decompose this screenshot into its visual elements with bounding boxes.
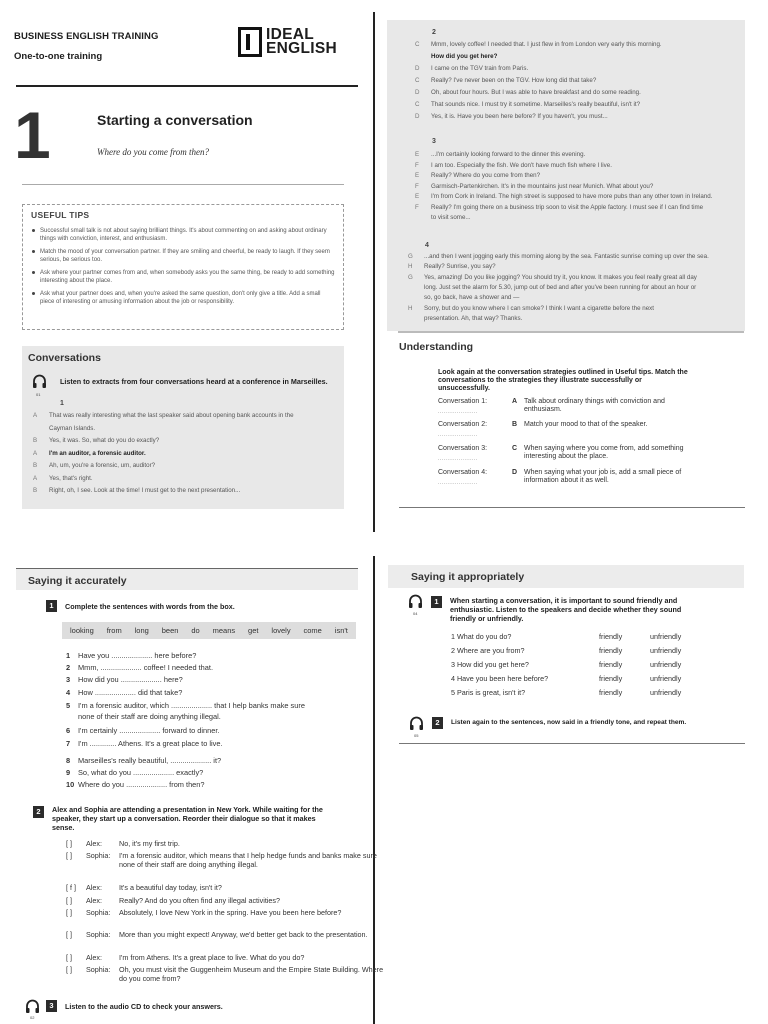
conversation-label: Conversation 3:	[438, 445, 488, 452]
conversation-line	[33, 425, 363, 433]
friendly-item	[451, 660, 711, 670]
sentence-text: Mmm, .................... coffee! I needed that.	[78, 663, 214, 672]
strategy-letter: A	[512, 398, 518, 405]
line-text: Right, oh, I see. Look at the time! I must get to the next presentation...	[49, 487, 241, 494]
line-text: Yes, amazing! Do you like jogging? You should try it, you know. It makes you feel really great all day	[424, 273, 697, 281]
dialogue-line	[66, 851, 377, 871]
dialogue-line	[66, 930, 368, 950]
conversation-line	[415, 77, 745, 85]
sentence-item	[66, 712, 356, 722]
word-box	[62, 622, 356, 639]
dialogue-line	[66, 965, 384, 985]
speaker-label: H	[408, 304, 413, 312]
conversation-number: 2	[432, 29, 436, 36]
question-text: 4 Have you been here before?	[451, 674, 549, 683]
word-box-item: come	[303, 626, 322, 635]
line-text: Really? Sunrise, you say?	[424, 263, 496, 271]
exercise-instruction: Listen to the audio CD to check your answers.	[65, 1002, 223, 1011]
line-text: Yes, it was. So, what do you do exactly?	[49, 437, 160, 444]
sentence-text: Where do you .................... from then?	[78, 780, 205, 789]
conversation-line	[408, 315, 738, 323]
tip-item: Match the mood of your conversation partner. If they are smiling and cheerful, be ready to laugh. If they seem serious, be serious too.	[31, 248, 335, 264]
brand-logo	[238, 26, 337, 58]
speaker-label: G	[408, 253, 413, 260]
unit-number: 1	[14, 98, 51, 172]
sentence-item	[66, 701, 356, 711]
exercise-instruction: Listen again to the sentences, now said in a friendly tone, and repeat them.	[451, 719, 687, 726]
sentence-item	[66, 780, 356, 790]
line-text: Mmm, lovely coffee! I needed that. I just flew in from London very early this morning.	[431, 41, 662, 48]
strategy-letter: B	[512, 421, 518, 428]
speaker-name: Sophia:	[86, 930, 111, 939]
word-box-item: from	[106, 626, 122, 635]
strategy-text: Match your mood to that of the speaker.	[524, 421, 648, 428]
speaker-label: C	[415, 101, 420, 108]
track-number: 01	[36, 392, 41, 397]
unit-rule	[22, 184, 344, 185]
speaker-label: A	[33, 449, 38, 457]
sentence-item	[66, 756, 356, 766]
conversation-line	[33, 487, 363, 495]
exercise-number-badge: 1	[431, 596, 442, 608]
sentence-text: Marseilles's really beautiful, .................... it?	[78, 756, 222, 765]
exercise-number-badge: 1	[46, 600, 57, 612]
conversation-line	[415, 193, 745, 201]
sentence-number: 1	[66, 651, 71, 660]
headphones-icon[interactable]	[32, 374, 47, 390]
conversation-line	[415, 162, 745, 170]
unit-title: Starting a conversation	[97, 112, 253, 128]
sentence-text: I'm a forensic auditor, which .................... that I help banks make sure	[78, 701, 305, 710]
order-bracket[interactable]: [ ]	[66, 953, 72, 962]
header-rule	[16, 85, 358, 87]
exercise-instruction: When starting a conversation, it is important to sound friendly and enthusiastic. Listen to the speakers and decide whether they sound friendly or unfriendly.	[450, 596, 682, 623]
conversation-line	[415, 214, 745, 222]
speaker-label: D	[415, 113, 420, 120]
conversation-number: 4	[425, 242, 429, 249]
sentence-number: 3	[66, 675, 71, 684]
friendly-item	[451, 646, 711, 656]
line-text: I'm an auditor, a forensic auditor.	[49, 449, 146, 457]
question-text: 5 Paris is great, isn't it?	[451, 688, 526, 697]
order-bracket[interactable]: [ ]	[66, 839, 72, 848]
track-number: 04	[413, 611, 418, 616]
conversation-line	[33, 475, 363, 483]
conversations-heading: Conversations	[28, 352, 101, 364]
word-box-item: get	[248, 626, 259, 635]
line-text: to visit some...	[431, 214, 471, 221]
unfriendly-option[interactable]: unfriendly	[650, 632, 682, 641]
answer-blank[interactable]: .....................	[438, 456, 478, 462]
track-number: 02	[30, 1015, 35, 1020]
line-text: That sounds nice. I must try it sometime. Marseilles's really beautiful, isn't it?	[431, 101, 641, 108]
tip-item: Ask what your partner does and, when you're asked the same question, don't only give a title. Add a small piece of interesting or amusing information about the job or responsibility.	[31, 290, 335, 306]
line-text: That was really interesting what the last speaker said about opening bank accounts in the	[49, 412, 294, 419]
conversation-line	[408, 294, 738, 302]
section-rule	[16, 568, 358, 569]
word-box-item: isn't	[334, 626, 348, 635]
conversation-label: Conversation 1:	[438, 398, 488, 405]
word-box-item: means	[212, 626, 236, 635]
sentence-text: How .................... did that take?	[78, 688, 183, 697]
conversation-line	[415, 183, 745, 191]
logo-text: IDEAL ENGLISH	[266, 26, 337, 57]
conversation-line	[415, 101, 745, 109]
dialogue-text: It's a beautiful day today, isn't it?	[119, 883, 222, 892]
dialogue-text: Absolutely, I love New York in the spring. Have you been here before?	[119, 908, 342, 917]
understanding-top-rule	[398, 331, 744, 333]
logo-mark-icon	[238, 27, 262, 57]
unfriendly-option[interactable]: unfriendly	[650, 674, 682, 683]
conversation-number: 1	[60, 400, 64, 407]
answer-blank[interactable]: .....................	[438, 480, 478, 486]
course-subtitle: One-to-one training	[14, 51, 103, 62]
sentence-number: 6	[66, 726, 71, 735]
line-text: Really? I've never been on the TGV. How long did that take?	[431, 77, 597, 84]
order-bracket[interactable]: [ ]	[66, 930, 72, 939]
understanding-heading: Understanding	[399, 341, 474, 353]
strategy-text: When saying what your job is, add a small piece of information about it as well.	[524, 469, 682, 484]
order-bracket[interactable]: [ ]	[66, 851, 72, 860]
line-text: ...I'm certainly looking forward to the dinner this evening.	[431, 151, 586, 158]
sentence-text: I'm certainly .................... forward to dinner.	[78, 726, 220, 735]
section-bottom-rule	[399, 743, 745, 744]
speaker-label: B	[33, 487, 38, 494]
speaker-name: Alex:	[86, 896, 102, 905]
speaker-label: B	[33, 437, 38, 444]
conversation-label: Conversation 4:	[438, 469, 488, 476]
sentence-number: 8	[66, 756, 71, 765]
sentence-item	[66, 675, 356, 685]
sentence-item	[66, 688, 356, 698]
speaker-label: E	[415, 151, 420, 158]
course-title: BUSINESS ENGLISH TRAINING	[14, 31, 159, 42]
speaker-label: B	[33, 462, 38, 469]
saying-accurately-header	[16, 568, 358, 590]
conversations-continued-box	[387, 20, 745, 331]
sentence-text: So, what do you .................... exactly?	[78, 768, 204, 777]
strategy-text: When saying where you come from, add something interesting about the place.	[524, 445, 684, 460]
question-text: 1 What do you do?	[451, 632, 512, 641]
line-text: ...and then I went jogging early this morning along by the sea. Fantastic sunrise coming up over the sea.	[424, 253, 709, 260]
line-text: Ah, um, you're a forensic, um, auditor?	[49, 462, 156, 469]
speaker-label: D	[415, 89, 420, 96]
line-text: Really? I'm going there on a business trip soon to visit the Apple factory. I must see if I can find time	[431, 203, 704, 211]
speaker-label: F	[415, 203, 419, 211]
friendly-option[interactable]: friendly	[599, 646, 623, 655]
line-text: How did you get here?	[431, 53, 498, 60]
conversation-line	[33, 462, 363, 470]
answer-blank[interactable]: .....................	[438, 409, 478, 415]
dialogue-text: Really? And do you often find any illegal activities?	[119, 896, 281, 905]
question-text: 2 Where are you from?	[451, 646, 525, 655]
strategy-letter: C	[512, 445, 518, 452]
tip-item: Successful small talk is not about saying brilliant things. It's about commenting on and asking about ordinary things with conviction, interest, and enthusiasm.	[31, 227, 335, 243]
useful-tips-heading: USEFUL TIPS	[31, 210, 90, 220]
line-text: Really? Where do you come from then?	[431, 172, 541, 179]
dialogue-text: More than you might expect! Anyway, we'd better get back to the presentation.	[119, 930, 368, 939]
unfriendly-option[interactable]: unfriendly	[650, 688, 682, 697]
line-text: Oh, about four hours. But I was able to have breakfast and do some reading.	[431, 89, 641, 96]
conversation-line	[408, 274, 738, 282]
line-text: Cayman Islands.	[49, 424, 96, 432]
sentence-item	[66, 739, 356, 749]
saying-appropriately-header	[388, 565, 744, 588]
sentence-text: none of their staff are doing anything illegal.	[78, 712, 221, 721]
friendly-item	[451, 632, 711, 642]
unfriendly-option[interactable]: unfriendly	[650, 660, 682, 669]
line-text: I am too. Especially the fish. We don't have much fish where I live.	[431, 161, 612, 169]
exercise-instruction: Alex and Sophia are attending a presentation in New York. While waiting for the speaker, they start up a conversation. Reorder their dialogue so that it makes sense.	[52, 805, 323, 832]
sentence-item	[66, 651, 356, 661]
track-number: 05	[414, 733, 419, 738]
sentence-item	[66, 726, 356, 736]
order-bracket[interactable]: [ ]	[66, 896, 72, 905]
speaker-label: E	[415, 193, 420, 200]
dialogue-line	[66, 908, 356, 928]
saying-accurately-heading: Saying it accurately	[28, 575, 127, 587]
sentence-text: I'm ............. Athens. It's a great place to live.	[78, 739, 223, 748]
answer-blank[interactable]: .....................	[438, 432, 478, 438]
sentence-number: 5	[66, 701, 71, 710]
friendly-option[interactable]: friendly	[599, 688, 623, 697]
word-box-item: long	[134, 626, 149, 635]
headphones-icon[interactable]	[25, 999, 40, 1015]
line-text: Garmisch-Partenkirchen. It's in the mountains just near Munich. What about you?	[431, 182, 654, 190]
line-text: I'm from Cork in Ireland. The high street is supposed to have more pubs than any other town in Ireland.	[431, 193, 713, 200]
conversation-line	[415, 172, 745, 180]
conversation-line	[415, 89, 745, 97]
word-box-item: do	[191, 626, 200, 635]
line-text: Sorry, but do you know where I can smoke? I think I want a cigarette before the next	[424, 304, 654, 312]
word-box-item: been	[161, 626, 179, 635]
conversation-line	[408, 263, 738, 271]
saying-appropriately-heading: Saying it appropriately	[411, 571, 525, 583]
conversation-line	[408, 253, 738, 261]
conversation-line	[408, 305, 738, 313]
speaker-name: Sophia:	[86, 851, 111, 860]
sentence-number: 9	[66, 768, 71, 777]
word-box-item: looking	[70, 626, 94, 635]
line-text: I came on the TGV train from Paris.	[431, 65, 529, 72]
page-divider-top	[373, 12, 375, 532]
speaker-name: Alex:	[86, 839, 102, 848]
friendly-option[interactable]: friendly	[599, 660, 623, 669]
dialogue-text: Oh, you must visit the Guggenheim Museum and the Empire State Building. Where do you come from?	[119, 965, 384, 983]
conversation-line	[415, 41, 745, 49]
dialogue-text: I'm from Athens. It's a great place to live. What do you do?	[119, 953, 305, 962]
conversation-line	[33, 450, 363, 458]
speaker-name: Alex:	[86, 953, 102, 962]
conversation-line	[415, 53, 745, 61]
exercise-instruction: Complete the sentences with words from the box.	[65, 602, 235, 611]
order-bracket[interactable]: [ f ]	[66, 883, 76, 892]
conversation-line	[415, 113, 745, 121]
speaker-label: A	[33, 412, 38, 419]
exercise-number-badge: 3	[46, 1000, 57, 1012]
headphones-icon[interactable]	[408, 594, 423, 610]
speaker-label: D	[415, 65, 420, 72]
conversation-label: Conversation 2:	[438, 421, 488, 428]
understanding-intro: Look again at the conversation strategies outlined in Useful tips. Match the conversations to the strategies they illustrate successfully or unsuccessfully.	[438, 369, 688, 392]
line-text: presentation. Ah, that way? Thanks.	[424, 314, 523, 322]
word-box-item: lovely	[271, 626, 291, 635]
headphones-icon[interactable]	[409, 716, 424, 732]
strategy-text: Talk about ordinary things with conviction and enthusiasm.	[524, 398, 665, 413]
order-bracket[interactable]: [ ]	[66, 965, 72, 974]
speaker-label: C	[415, 77, 420, 84]
sentence-number: 10	[66, 780, 75, 789]
question-text: 3 How did you get here?	[451, 660, 529, 669]
conversation-line	[415, 151, 745, 159]
line-text: long. Just set the alarm for 5.30, jump out of bed and after you've been running for about an hour or	[424, 283, 697, 291]
conversation-line	[415, 204, 745, 212]
line-text: Yes, that's right.	[49, 474, 93, 482]
sentence-number: 7	[66, 739, 71, 748]
sentence-number: 2	[66, 663, 71, 672]
understanding-bottom-rule	[399, 507, 745, 508]
conversation-line	[33, 437, 363, 445]
friendly-item	[451, 674, 711, 684]
speaker-label: F	[415, 182, 419, 190]
line-text: so, go back, have a shower and —	[424, 294, 520, 302]
sentence-item	[66, 768, 356, 778]
friendly-option[interactable]: friendly	[599, 674, 623, 683]
conversation-line	[415, 65, 745, 73]
speaker-name: Sophia:	[86, 965, 111, 974]
speaker-name: Sophia:	[86, 908, 111, 917]
unit-subtitle: Where do you come from then?	[97, 147, 210, 157]
speaker-label: C	[415, 41, 420, 48]
speaker-name: Alex:	[86, 883, 102, 892]
sentence-item	[66, 663, 356, 673]
conversation-number: 3	[432, 138, 436, 145]
speaker-label: E	[415, 172, 420, 179]
conversation-line	[408, 284, 738, 292]
tip-item: Ask where your partner comes from and, when somebody asks you the same thing, be ready to add something interesting about the place.	[31, 269, 335, 285]
exercise-number-badge: 2	[432, 717, 443, 729]
unfriendly-option[interactable]: unfriendly	[650, 646, 682, 655]
speaker-label: A	[33, 474, 38, 482]
speaker-label: F	[415, 161, 419, 169]
friendly-item	[451, 688, 711, 698]
dialogue-text: No, it's my first trip.	[119, 839, 180, 848]
line-text: Yes, it is. Have you been here before? If you haven't, you must...	[431, 113, 608, 120]
dialogue-text: I'm a forensic auditor, which means that I help hedge funds and banks make sure none of their staff are doing anything illegal.	[119, 851, 377, 869]
speaker-label: H	[408, 263, 413, 271]
sentence-text: How did you .................... here?	[78, 675, 183, 684]
order-bracket[interactable]: [ ]	[66, 908, 72, 917]
exercise-number-badge: 2	[33, 806, 44, 818]
friendly-option[interactable]: friendly	[599, 632, 623, 641]
strategy-letter: D	[512, 469, 518, 476]
conversations-box	[22, 346, 344, 509]
speaker-label: G	[408, 273, 413, 281]
useful-tips-box	[22, 204, 344, 330]
conversations-instruction: Listen to extracts from four conversations heard at a conference in Marseilles.	[60, 377, 328, 386]
sentence-text: Have you .................... here before?	[78, 651, 197, 660]
sentence-number: 4	[66, 688, 71, 697]
conversation-line	[33, 412, 363, 420]
